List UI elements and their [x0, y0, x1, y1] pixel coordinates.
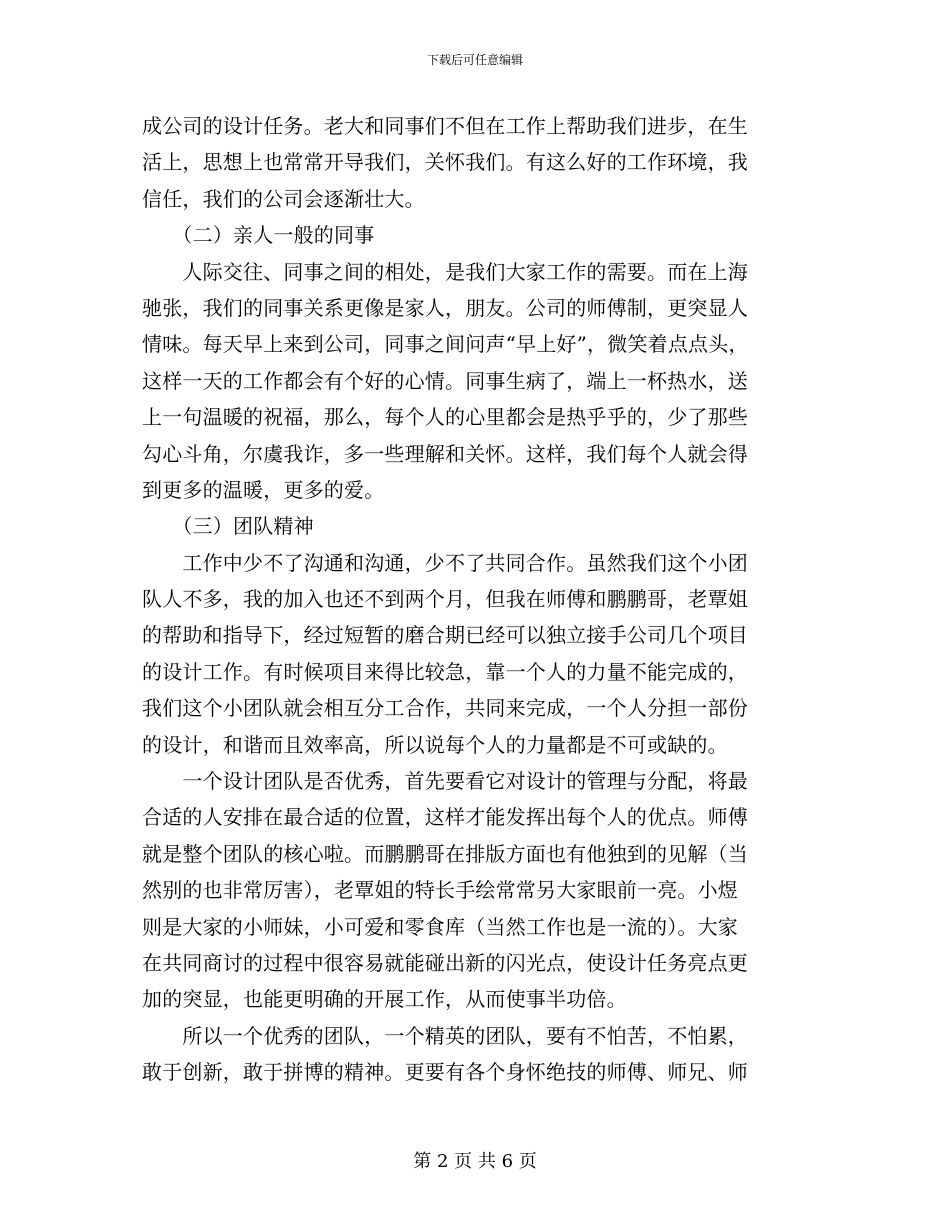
- text-line: 的设计工作。有时候项目来得比较急，靠一个人的力量不能完成的，: [142, 659, 748, 684]
- text-line: 加的突显，也能更明确的开展工作，从而使事半功倍。: [142, 987, 627, 1012]
- text-line: 合适的人安排在最合适的位置，这样才能发挥出每个人的优点。师傅: [142, 805, 748, 830]
- page-header: 下载后可任意编辑: [426, 53, 523, 67]
- section-heading: （二）亲人一般的同事: [142, 223, 375, 248]
- text-line: 然别的也非常厉害），老覃姐的特长手绘常常另大家眼前一亮。小煜: [142, 878, 738, 903]
- text-line: 成公司的设计任务。老大和同事们不但在工作上帮助我们进步，在生: [142, 114, 748, 138]
- text-line: 队人不多，我的加入也还不到两个月，但我在师傅和鹏鹏哥，老覃姐: [142, 587, 748, 612]
- text-line: 上一句温暖的祝福，那么，每个人的心里都会是热乎乎的，少了那些: [142, 405, 748, 430]
- text-line: 活上，思想上也常常开导我们，关怀我们。有这么好的工作环境，我: [142, 150, 748, 175]
- text-line: 所以一个优秀的团队，一个精英的团队，要有不怕苦，不怕累，: [142, 1023, 748, 1048]
- text-line: 敢于创新，敢于拼博的精神。更要有各个身怀绝技的师傅、师兄、师: [142, 1060, 748, 1085]
- document-body: [142, 108, 802, 1091]
- text-line: 到更多的温暖，更多的爱。: [142, 477, 385, 502]
- text-line: 我们这个小团队就会相互分工合作，共同来完成，一个人分担一部份: [142, 696, 748, 721]
- text-line: 人际交往、同事之间的相处，是我们大家工作的需要。而在上海: [142, 259, 748, 284]
- section-heading: （三）团队精神: [142, 514, 314, 539]
- text-line: 就是整个团队的核心啦。而鹏鹏哥在排版方面也有他独到的见解（当: [142, 841, 748, 866]
- text-line: 的帮助和指导下，经过短暂的磨合期已经可以独立接手公司几个项目: [142, 623, 748, 648]
- text-line: 一个设计团队是否优秀，首先要看它对设计的管理与分配，将最: [142, 769, 748, 794]
- text-line: 信任，我们的公司会逐渐壮大。: [142, 186, 425, 211]
- page-number-footer: 第 2 页 共 6 页: [413, 1151, 537, 1172]
- text-line: 工作中少不了沟通和沟通，少不了共同合作。虽然我们这个小团: [142, 550, 748, 575]
- text-line: 这样一天的工作都会有个好的心情。同事生病了，端上一杯热水，送: [142, 368, 748, 393]
- text-line: 在共同商讨的过程中很容易就能碰出新的闪光点，使设计任务亮点更: [142, 950, 748, 975]
- text-line: 勾心斗角，尔虞我诈，多一些理解和关怀。这样，我们每个人就会得: [142, 441, 748, 466]
- text-line: 的设计，和谐而且效率高，所以说每个人的力量都是不可或缺的。: [142, 732, 728, 757]
- text-line: 情味。每天早上来到公司，同事之间问声“早上好”，微笑着点点头，: [142, 332, 749, 357]
- text-line: 驰张，我们的同事关系更像是家人，朋友。公司的师傅制，更突显人: [142, 295, 748, 320]
- text-line: 则是大家的小师妹，小可爱和零食库（当然工作也是一流的）。大家: [142, 914, 738, 939]
